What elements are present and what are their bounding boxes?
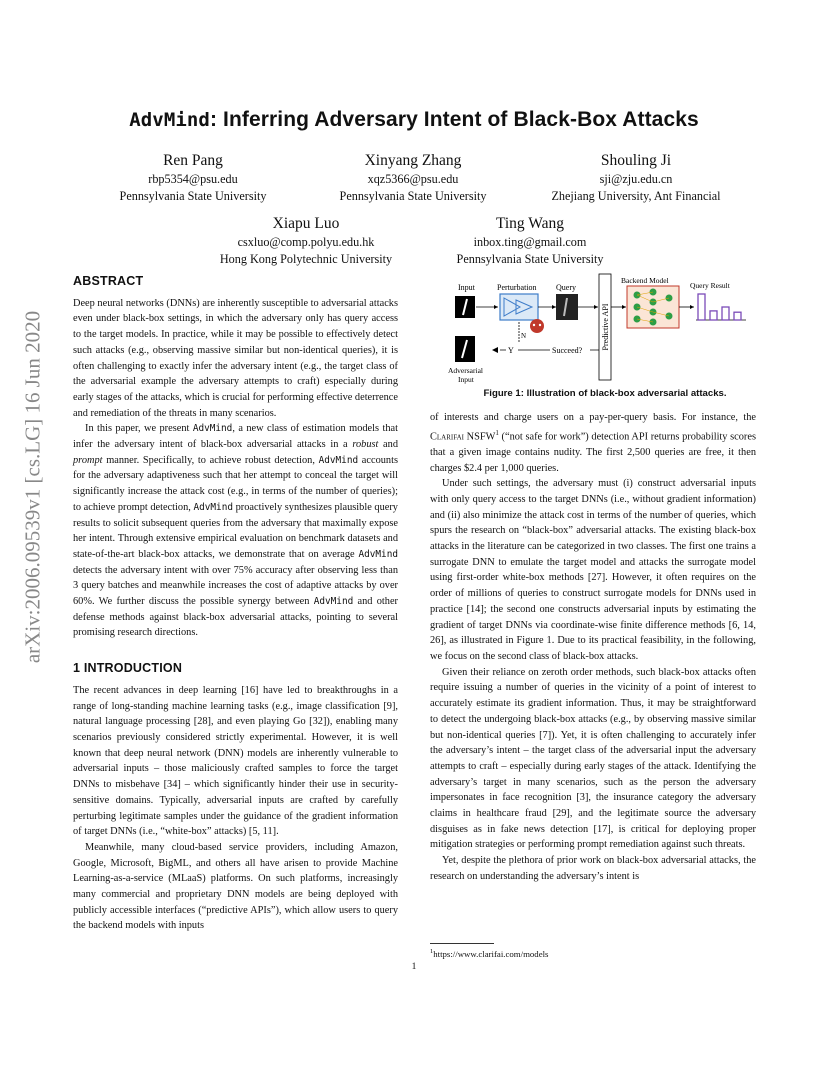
devil-adversary-icon [530,319,544,333]
intro-paragraph-2: Meanwhile, many cloud-based service providers, including Amazon, Google, Microsoft, BigML, and others all have arisen to provide Machine Learning-as-a-service (MLaaS) platforms. On such platforms, increasingly many commercial and proprietary DNN models are being deployed with publicly accessible interfaces (“predictive APIs”), which allow users to query the backend models with inputs [73,841,398,932]
author-email: xqz5366@psu.edu [367,172,459,186]
abstract-paragraph-1: Deep neural networks (DNNs) are inherently susceptible to adversarial attacks even under black-box settings, in which the adversary only has query access to the target models. In practice, while it may be possible to effectively detect such attacks (e.g., observing massive similar but non-identical queries), it is often challenging to exactly infer the adversary intent (e.g., the target class of the adversarial example the adversary attempts to craft) especially during early stages of the attacks, which is crucial for performing effective deterrence and remediation of the threats in many scenarios. [73,297,398,419]
figure-1-caption: Figure 1: Illustration of black-box adversarial attacks. [483,388,727,399]
author-affiliation: Pennsylvania State University [119,188,267,203]
fig-label-succeed: Succeed? [552,346,583,355]
left-column [73,274,398,934]
author-block-2 [313,150,513,204]
fig-label-adversarial: Adversarial [448,366,483,375]
author-block-1 [93,150,293,204]
author-name: Ting Wang [495,215,565,232]
fig-label-backend-model: Backend Model [621,276,669,285]
abstract-paragraph-2: In this paper, we present AdvMind, a new class of estimation models that infer the adversary intent of black-box adversarial attacks in a robust and prompt manner. Specifically, to achieve robust detection, AdvMind accounts for the adversary adaptiveness such that her attempt to conceal the target will significantly increase the attack cost (e.g., in terms of the number of queries); to achieve prompt detection, AdvMind proactively synthesizes plausible query results to solicit subsequent queries from the adversary that maximally expose her intent. Through extensive empirical evaluation on benchmark datasets and state-of-the-art black-box attacks, we demonstrate that on average AdvMind detects the adversary intent with over 75% accuracy after observing less than 3 query batches and meanwhile increases the cost of adaptive attacks by over 60%. We further discuss the possible synergy between AdvMind and other defense methods against black-box adversarial attacks, pointing to several promising research directions. [73,423,398,639]
right-paragraph-2: Under such settings, the adversary must (i) construct adversarial inputs with only query access to the target DNNs (i.e., without gradient information) and (ii) also minimize the attack cost in terms of the number of queries, which spurs the research on “black-box” adversarial attacks. The existing black-box attacks in the literature can be categorized in two classes. The first one trains a surrogate DNN to emulate the target model and attacks the surrogate model using first-order white-box methods [27]. However, it often requires on the order of millions of queries to construct surrogate models for DNNs used in practice [14]; the second one constructs adversarial inputs by estimating the gradient of target DNNs via coordinate-wise finite difference methods [6, 14, 26], as illustrated in Figure 1. Due to its practical feasibility, in the following, we focus on the second class of black-box attacks. [430,478,756,662]
footnote-rule [430,943,494,944]
author-name: Ren Pang [163,152,223,169]
footnote: $^1$https://www.clarifai.com/models [430,948,549,959]
query-result-bar [698,294,705,320]
author-email: rbp5354@psu.edu [148,172,238,186]
introduction-heading: 1 INTRODUCTION [73,661,183,676]
right-paragraph-4: Yet, despite the plethora of prior work on black-box adversarial attacks, the research on understanding the adversary’s intent is [430,855,756,882]
author-block-4 [196,213,416,267]
paper-title [0,108,828,132]
author-email: inbox.ting@gmail.com [473,235,587,249]
author-email: sji@zju.edu.cn [599,172,673,186]
author-block-5 [420,213,640,267]
arxiv-sidebar-stamp [8,292,58,682]
right-paragraph-3: Given their reliance on zeroth order methods, such black-box attacks often require issuing a number of queries in the vicinity of a point of interest to accurately estimate its gradient information. Thus, it may be straightforward to detect the undergoing black-box attacks (e.g., by observing massive similar but non-identical queries [7]). Yet, it is often challenging to accurately infer the adversary’s intent – the target class of the adversarial input the adversary attempts to craft – especially during early stages of the attack. Identifying the adversary’s target in many scenarios, such as the person the adversary impersonates in face recognition [3], the insurance category the adversary claims in healthcare fraud [29], and the legitimate source the adversary disguises as in fake news detection [17], is critical for deploying proper mitigation strategies or performing prompt remediation against such threats. [430,666,756,851]
fig-label-perturbation: Perturbation [497,283,537,292]
title-text: : Inferring Adversary Intent of Black-Box Attacks [209,108,699,131]
author-affiliation: Pennsylvania State University [456,251,604,266]
author-name: Shouling Ji [600,152,672,169]
author-email: csxluo@comp.polyu.edu.hk [237,235,375,249]
fig-label-query: Query [556,283,576,292]
query-image [556,294,578,320]
abstract-heading: ABSTRACT [73,274,144,288]
right-column [430,410,756,885]
author-block-3 [526,150,746,204]
intro-paragraph-1: The recent advances in deep learning [16] have led to breakthroughs in a range of long-standing machine learning tasks (e.g., image classification [9], natural language processing [28], and even playing Go [32]), enabling many scenarios previously considered strictly experimental. However, it is well known that deep neural network (DNN) models are inherently vulnerable to adversarial inputs – those maliciously crafted samples to force the target DNNs to misbehave [34] – which significantly hinder their use in security-sensitive domains. Typically, adversarial inputs are crafted by carefully perturbing legitimate samples under the guidance of the gradient information of target DNNs (i.e., “white-box” attacks) [5, 11]. [73,684,398,838]
query-result-bars [696,294,746,320]
page-number: 1 [411,962,417,972]
figure-1-diagram [440,270,770,388]
query-result-bar [722,307,729,320]
fig-label-adversarial-input: Input [458,375,474,384]
fig-label-y: Y [508,346,514,355]
author-name: Xinyang Zhang [364,152,462,169]
author-name: Xiapu Luo [272,215,340,232]
arxiv-identifier: arXiv:2006.09539v1 [cs.LG] 16 Jun 2020 [20,310,45,664]
author-affiliation: Pennsylvania State University [339,188,487,203]
right-paragraph-1: of interests and charge users on a pay-per-query basis. For instance, the Clarifai NSFW$^1$ (“not safe for work”) detection API returns probability scores that a given image contains nudity. The first 2,500 queries are free, it then charges $2.4 per 1,000 queries. [430,412,756,474]
author-affiliation: Zhejiang University, Ant Financial [551,188,721,203]
query-result-bar [734,312,741,320]
fig-label-query-result: Query Result [690,281,730,290]
fig-label-n: N [521,332,527,340]
query-result-bar [710,311,717,320]
fig-label-input: Input [458,283,475,292]
author-affiliation: Hong Kong Polytechnic University [219,251,393,266]
title-system-name: AdvMind [129,109,210,131]
fig-label-predictive-api: Predictive API [601,303,610,351]
